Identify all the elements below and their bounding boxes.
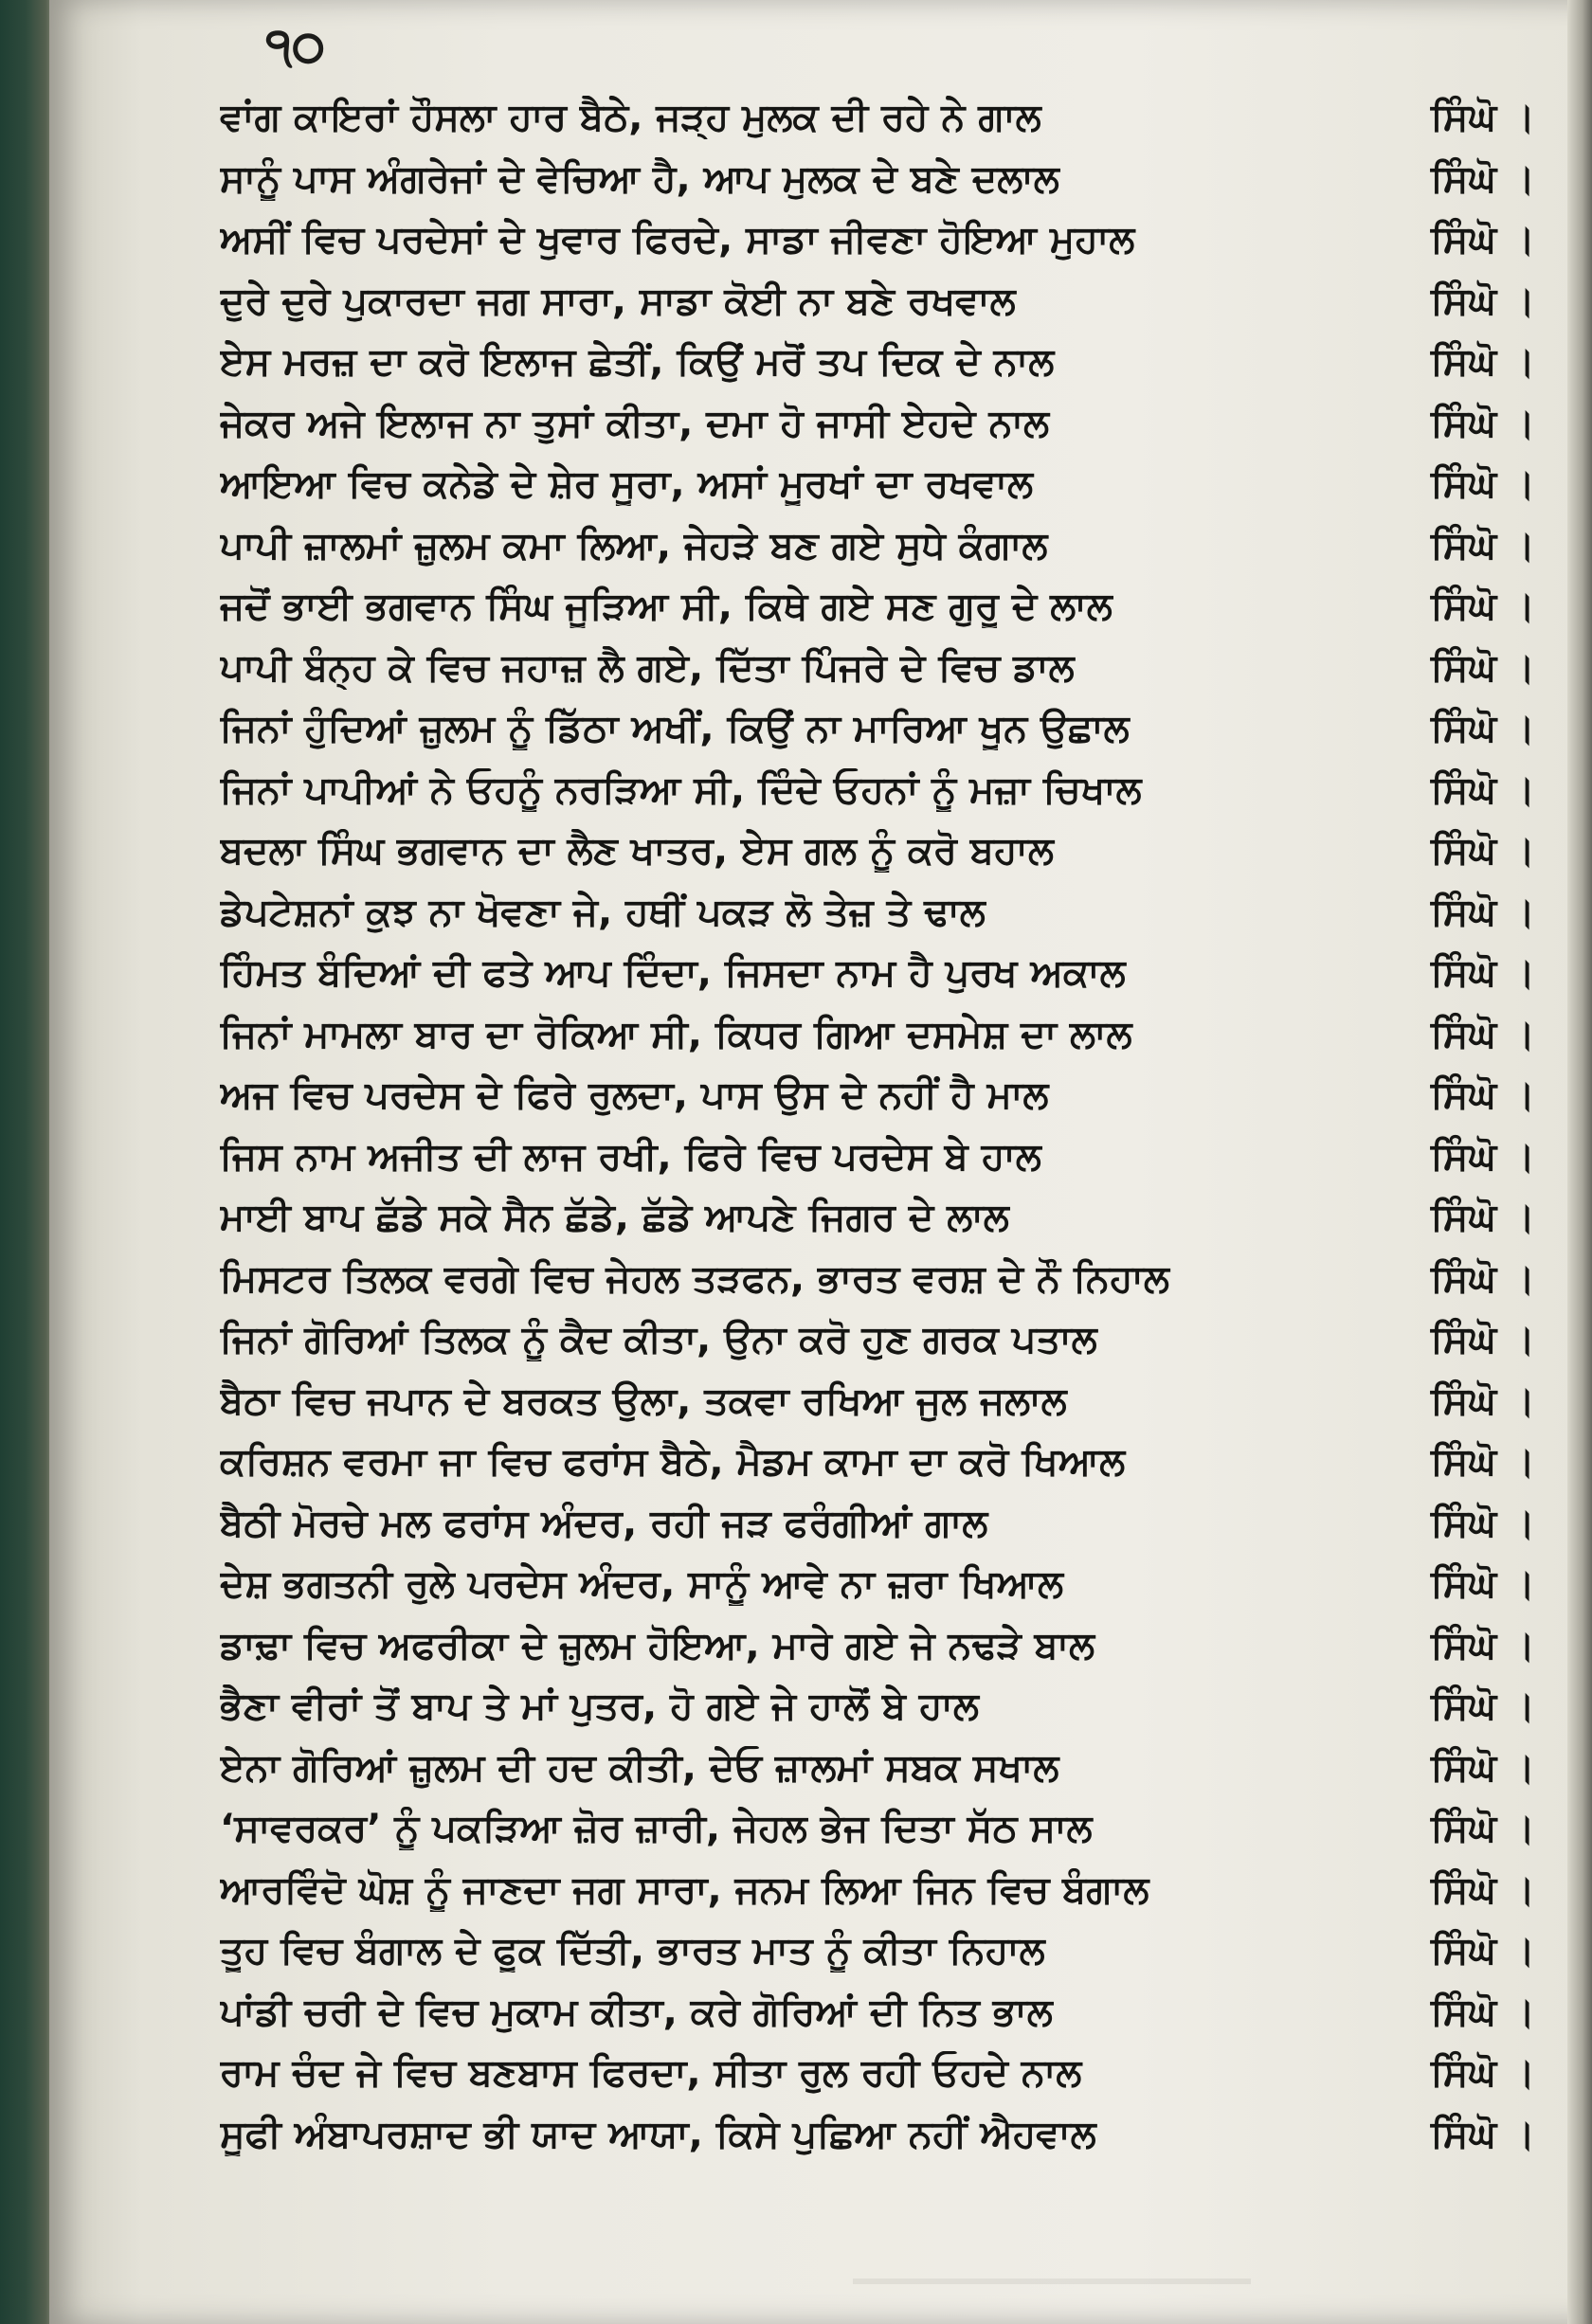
refrain-text: ਸਿੰਘੋ । <box>1430 1256 1535 1301</box>
verse-text: ਜਿਨਾਂ ਮਾਮਲਾ ਬਾਰ ਦਾ ਰੋਕਿਆ ਸੀ, ਕਿਧਰ ਗਿਆ ਦਸਮੇਸ਼ ਦਾ ਲਾਲ <box>220 1012 1132 1056</box>
refrain-text: ਸਿੰਘੋ । <box>1430 2051 1535 2096</box>
verse-line <box>220 1554 1535 1615</box>
verse-line <box>220 1798 1535 1860</box>
verse-text: ਕਰਿਸ਼ਨ ਵਰਮਾ ਜਾ ਵਿਚ ਫਰਾਂਸ ਬੈਠੇ, ਮੈਡਮ ਕਾਮਾ ਦਾ ਕਰੋ ਖਿਆਲ <box>220 1440 1126 1485</box>
verse-text: ਦੇਸ਼ ਭਗਤਨੀ ਰੁਲੇ ਪਰਦੇਸ ਅੰਦਰ, ਸਾਨੂੰ ਆਵੇ ਨਾ ਜ਼ਰਾ ਖਿਆਲ <box>220 1562 1064 1607</box>
verse-line <box>220 271 1535 333</box>
verse-text: ਜਿਸ ਨਾਮ ਅਜੀਤ ਦੀ ਲਾਜ ਰਖੀ, ਫਿਰੇ ਵਿਚ ਪਰਦੇਸ ਬੇ ਹਾਲ <box>220 1134 1041 1179</box>
verse-line <box>220 87 1535 149</box>
refrain-text: ਸਿੰਘੋ । <box>1430 951 1535 996</box>
verse-text: ਸਾਨੂੰ ਪਾਸ ਅੰਗਰੇਜਾਂ ਦੇ ਵੇਚਿਆ ਹੈ, ਆਪ ਮੁਲਕ ਦੇ ਬਣੇ ਦਲਾਲ <box>220 156 1059 201</box>
verse-text: ਅਜ ਵਿਚ ਪਰਦੇਸ ਦੇ ਫਿਰੇ ਰੁਲਦਾ, ਪਾਸ ਉਸ ਦੇ ਨਹੀਂ ਹੈ ਮਾਲ <box>220 1073 1049 1118</box>
refrain-text: ਸਿੰਘੋ । <box>1430 96 1535 140</box>
verse-text: ਅਸੀਂ ਵਿਚ ਪਰਦੇਸਾਂ ਦੇ ਖੁਵਾਰ ਫਿਰਦੇ, ਸਾਡਾ ਜੀਵਣਾ ਹੋਇਆ ਮੁਹਾਲ <box>220 218 1135 262</box>
verse-line <box>220 1065 1535 1126</box>
refrain-text: ਸਿੰਘੋ । <box>1430 156 1535 201</box>
verse-line <box>220 1126 1535 1188</box>
verse-text: ਤੂਹ ਵਿਚ ਬੰਗਾਲ ਦੇ ਫੂਕ ਦਿੱਤੀ, ਭਾਰਤ ਮਾਤ ਨੂੰ ਕੀਤਾ ਨਿਹਾਲ <box>220 1929 1045 1973</box>
verse-line <box>220 1432 1535 1493</box>
verse-line <box>220 515 1535 577</box>
verse-text: ਡਾਢ਼ਾ ਵਿਚ ਅਫਰੀਕਾ ਦੇ ਜ਼ੁਲਮ ਹੋਇਆ, ਮਾਰੇ ਗਏ ਜੇ ਨਢੜੇ ਬਾਲ <box>220 1623 1095 1667</box>
refrain-text: ਸਿੰਘੋ । <box>1430 1867 1535 1912</box>
verse-line <box>220 1860 1535 1921</box>
refrain-text: ਸਿੰਘੋ । <box>1430 279 1535 323</box>
verse-line <box>220 1982 1535 2044</box>
verse-line <box>220 1249 1535 1310</box>
verse-line <box>220 1309 1535 1371</box>
verse-text: ਜੇਕਰ ਅਜੇ ਇਲਾਜ ਨਾ ਤੁਸਾਂ ਕੀਤਾ, ਦਮਾ ਹੋ ਜਾਸੀ ਏਹਦੇ ਨਾਲ <box>220 401 1050 445</box>
refrain-text: ਸਿੰਘੋ । <box>1430 645 1535 690</box>
verse-line <box>220 393 1535 455</box>
verse-text: ਜਿਨਾਂ ਹੁੰਦਿਆਂ ਜ਼ੁਲਮ ਨੂੰ ਡਿੱਠਾ ਅਖੀਂ, ਕਿਉਂ ਨਾ ਮਾਰਿਆ ਖੂਨ ਉਛਾਲ <box>220 707 1130 751</box>
verse-text: ਪਾਂਡੀ ਚਰੀ ਦੇ ਵਿਚ ਮੁਕਾਮ ਕੀਤਾ, ਕਰੇ ਗੋਰਿਆਂ ਦੀ ਨਿਤ ਭਾਲ <box>220 1990 1053 2034</box>
verse-line <box>220 882 1535 944</box>
verse-line <box>220 1493 1535 1555</box>
verse-line <box>220 1738 1535 1799</box>
verse-text: ਬਦਲਾ ਸਿੰਘ ਭਗਵਾਨ ਦਾ ਲੈਣ ਖਾਤਰ, ਏਸ ਗਲ ਨੂੰ ਕਰੋ ਬਹਾਲ <box>220 829 1054 874</box>
refrain-text: ਸਿੰਘੋ । <box>1430 829 1535 874</box>
verse-text: ਆਰਵਿੰਦੋ ਘੋਸ਼ ਨੂੰ ਜਾਣਦਾ ਜਗ ਸਾਰਾ, ਜਨਮ ਲਿਆ ਜਿਨ ਵਿਚ ਬੰਗਾਲ <box>220 1867 1149 1912</box>
verse-line <box>220 1615 1535 1677</box>
verse-text: ਸੂਫੀ ਅੰਬਾਪਰਸ਼ਾਦ ਭੀ ਯਾਦ ਆਯਾ, ਕਿਸੇ ਪੁਛਿਆ ਨਹੀਂ ਐਹਵਾਲ <box>220 2112 1096 2156</box>
verse-text: ਮਿਸਟਰ ਤਿਲਕ ਵਰਗੇ ਵਿਚ ਜੇਹਲ ਤੜਫਨ, ਭਾਰਤ ਵਰਸ਼ ਦੇ ਨੌ ਨਿਹਾਲ <box>220 1256 1169 1301</box>
verse-line <box>220 332 1535 393</box>
verse-line <box>220 454 1535 515</box>
verse-text: ਮਾਈ ਬਾਪ ਛੱਡੇ ਸਕੇ ਸੈਨ ਛੱਡੇ, ਛੱਡੇ ਆਪਣੇ ਜਿਗਰ ਦੇ ਲਾਲ <box>220 1196 1009 1240</box>
verse-line <box>220 209 1535 271</box>
verse-text: ਬੈਠੀ ਮੋਰਚੇ ਮਲ ਫਰਾਂਸ ਅੰਦਰ, ਰਹੀ ਜੜ ਫਰੰਗੀਆਂ ਗਾਲ <box>220 1501 988 1545</box>
refrain-text: ਸਿੰਘੋ । <box>1430 401 1535 445</box>
refrain-text: ਸਿੰਘੋ । <box>1430 1012 1535 1056</box>
page-number: ੧੦ <box>265 17 326 75</box>
verse-text: ਹਿੰਮਤ ਬੰਦਿਆਂ ਦੀ ਫਤੇ ਆਪ ਦਿੰਦਾ, ਜਿਸਦਾ ਨਾਮ ਹੈ ਪੁਰਖ ਅਕਾਲ <box>220 951 1126 996</box>
refrain-text: ਸਿੰਘੋ । <box>1430 1684 1535 1729</box>
verse-line <box>220 149 1535 210</box>
refrain-text: ਸਿੰਘੋ । <box>1430 523 1535 567</box>
verse-text: ਜਿਨਾਂ ਗੋਰਿਆਂ ਤਿਲਕ ਨੂੰ ਕੈਦ ਕੀਤਾ, ਉਨਾ ਕਰੋ ਹੁਣ ਗਰਕ ਪਤਾਲ <box>220 1318 1097 1362</box>
verse-line <box>220 1371 1535 1432</box>
verse-text: ਏਸ ਮਰਜ਼ ਦਾ ਕਰੋ ਇਲਾਜ ਛੇਤੀਂ, ਕਿਉਂ ਮਰੋਂ ਤਪ ਦਿਕ ਦੇ ਨਾਲ <box>220 340 1055 385</box>
verse-line <box>220 1920 1535 1982</box>
page-edge <box>1567 0 1592 2324</box>
refrain-text: ਸਿੰਘੋ । <box>1430 1378 1535 1423</box>
refrain-text: ਸਿੰਘੋ । <box>1430 1745 1535 1790</box>
refrain-text: ਸਿੰਘੋ । <box>1430 1134 1535 1179</box>
verse-text: ਏਨਾ ਗੋਰਿਆਂ ਜ਼ੁਲਮ ਦੀ ਹਦ ਕੀਤੀ, ਦੇਓ ਜ਼ਾਲਮਾਂ ਸਬਕ ਸਖਾਲ <box>220 1745 1059 1790</box>
verse-line <box>220 2104 1535 2166</box>
refrain-text: ਸਿੰਘੋ । <box>1430 1990 1535 2034</box>
book-spine <box>0 0 57 2324</box>
refrain-text: ਸਿੰਘੋ । <box>1430 1929 1535 1973</box>
refrain-text: ਸਿੰਘੋ । <box>1430 1501 1535 1545</box>
refrain-text: ਸਿੰਘੋ । <box>1430 1440 1535 1485</box>
verse-text: ਆਇਆ ਵਿਚ ਕਨੇਡੇ ਦੇ ਸ਼ੇਰ ਸੂਰਾ, ਅਸਾਂ ਮੂਰਖਾਂ ਦਾ ਰਖਵਾਲ <box>220 462 1034 507</box>
refrain-text: ਸਿੰਘੋ । <box>1430 707 1535 751</box>
verse-text: ਰਾਮ ਚੰਦ ਜੇ ਵਿਚ ਬਣਬਾਸ ਫਿਰਦਾ, ਸੀਤਾ ਰੁਲ ਰਹੀ ਓਹਦੇ ਨਾਲ <box>220 2051 1082 2096</box>
verse-line <box>220 1004 1535 1066</box>
refrain-text: ਸਿੰਘੋ । <box>1430 218 1535 262</box>
verse-text: ਜਿਨਾਂ ਪਾਪੀਆਂ ਨੇ ਓਹਨੂੰ ਨਰੜਿਆ ਸੀ, ਦਿੰਦੇ ਓਹਨਾਂ ਨੂੰ ਮਜ਼ਾ ਚਿਖਾਲ <box>220 767 1142 812</box>
refrain-text: ਸਿੰਘੋ । <box>1430 1807 1535 1851</box>
refrain-text: ਸਿੰਘੋ । <box>1430 1562 1535 1607</box>
refrain-text: ਸਿੰਘੋ । <box>1430 1196 1535 1240</box>
verse-text: ਬੈਠਾ ਵਿਚ ਜਪਾਨ ਦੇ ਬਰਕਤ ਉਲਾ, ਤਕਵਾ ਰਖਿਆ ਜੁਲ ਜਲਾਲ <box>220 1378 1067 1423</box>
refrain-text: ਸਿੰਘੋ । <box>1430 890 1535 934</box>
refrain-text: ਸਿੰਘੋ । <box>1430 767 1535 812</box>
verse-text: ਵਾਂਗ ਕਾਇਰਾਂ ਹੌਸਲਾ ਹਾਰ ਬੈਠੇ, ਜੜ੍ਹ ਮੁਲਕ ਦੀ ਰਹੇ ਨੇ ਗਾਲ <box>220 96 1041 140</box>
verse-line <box>220 943 1535 1004</box>
verse-text: ਪਾਪੀ ਜ਼ਾਲਮਾਂ ਜ਼ੁਲਮ ਕਮਾ ਲਿਆ, ਜੇਹੜੇ ਬਣ ਗਏ ਸੁਧੇ ਕੰਗਾਲ <box>220 523 1048 567</box>
verse-text: ‘ਸਾਵਰਕਰ’ ਨੂੰ ਪਕੜਿਆ ਜ਼ੋਰ ਜ਼ਾਰੀ, ਜੇਹਲ ਭੇਜ ਦਿਤਾ ਸੱਠ ਸਾਲ <box>220 1807 1093 1851</box>
verse-line <box>220 820 1535 882</box>
verse-line <box>220 2043 1535 2104</box>
refrain-text: ਸਿੰਘੋ । <box>1430 340 1535 385</box>
verse-line <box>220 698 1535 760</box>
verse-text: ਪਾਪੀ ਬੰਨ੍ਹ ਕੇ ਵਿਚ ਜਹਾਜ਼ ਲੈ ਗਏ, ਦਿੱਤਾ ਪਿੰਜਰੇ ਦੇ ਵਿਚ ਡਾਲ <box>220 645 1075 690</box>
verse-text: ਜਦੋਂ ਭਾਈ ਭਗਵਾਨ ਸਿੰਘ ਜੂੜਿਆ ਸੀ, ਕਿਥੇ ਗਏ ਸਣ ਗੁਰੂ ਦੇ ਲਾਲ <box>220 585 1113 629</box>
refrain-text: ਸਿੰਘੋ । <box>1430 1073 1535 1118</box>
verse-line <box>220 760 1535 821</box>
verse-line <box>220 1187 1535 1249</box>
verse-line <box>220 638 1535 699</box>
refrain-text: ਸਿੰਘੋ । <box>1430 2112 1535 2156</box>
refrain-text: ਸਿੰਘੋ । <box>1430 462 1535 507</box>
verse-line <box>220 576 1535 638</box>
verse-text: ਭੈਣਾ ਵੀਰਾਂ ਤੋਂ ਬਾਪ ਤੇ ਮਾਂ ਪੁਤਰ, ਹੋ ਗਏ ਜੇ ਹਾਲੋਂ ਬੇ ਹਾਲ <box>220 1684 979 1729</box>
verse-text: ਦੁਰੇ ਦੁਰੇ ਪੁਕਾਰਦਾ ਜਗ ਸਾਰਾ, ਸਾਡਾ ਕੋਈ ਨਾ ਬਣੇ ਰਖਵਾਲ <box>220 279 1016 323</box>
verse-text: ਡੇਪਟੇਸ਼ਨਾਂ ਕੁਝ ਨਾ ਖੋਵਣਾ ਜੇ, ਹਥੀਂ ਪਕੜ ਲੋ ਤੇਜ਼ ਤੇ ਢਾਲ <box>220 890 986 934</box>
refrain-text: ਸਿੰਘੋ । <box>1430 1623 1535 1667</box>
verse-list <box>220 87 1535 2165</box>
verse-line <box>220 1676 1535 1738</box>
refrain-text: ਸਿੰਘੋ । <box>1430 1318 1535 1362</box>
bleed-through-text <box>853 2279 1251 2284</box>
refrain-text: ਸਿੰਘੋ । <box>1430 585 1535 629</box>
